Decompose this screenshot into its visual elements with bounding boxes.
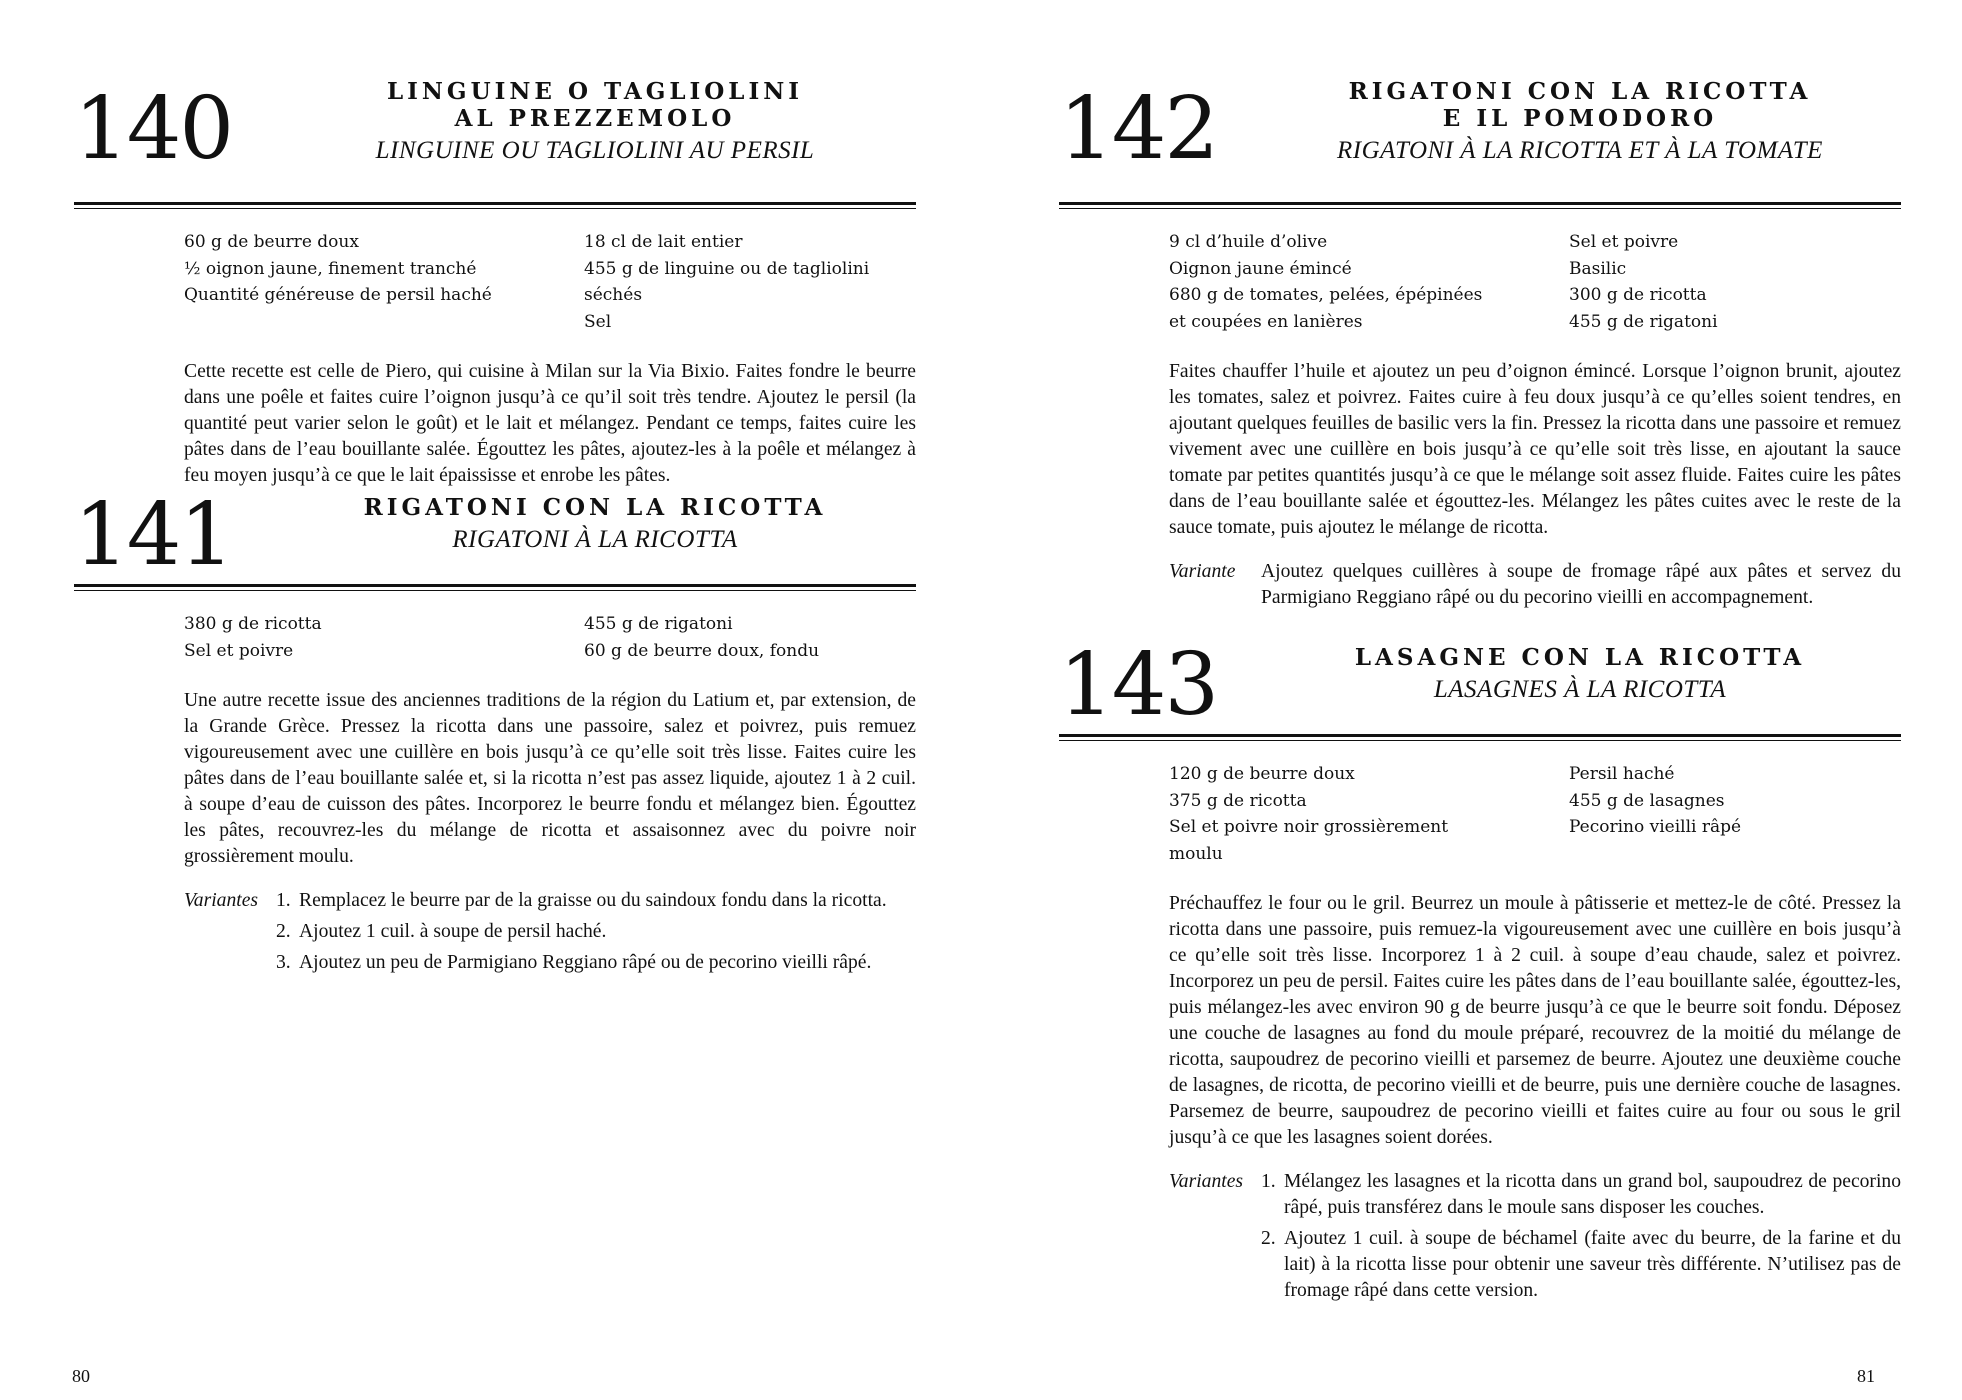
ingredient: 300 g de ricotta (1569, 285, 1707, 305)
variants-list (1261, 1169, 1901, 1309)
recipe-titles (1259, 78, 1901, 166)
variants-list (276, 888, 916, 981)
variant-text: Remplacez le beurre par de la graisse ou du saindoux fondu dans la ricotta. (299, 890, 887, 911)
variants (1169, 1169, 1901, 1309)
ingredients (1169, 229, 1901, 335)
ingredient: Sel et poivre noir grossièrement moulu (1169, 817, 1449, 864)
ingredients-column-right (1569, 229, 1901, 335)
ingredient: 120 g de beurre doux (1169, 764, 1355, 784)
ingredient: 380 g de ricotta (184, 614, 322, 634)
ingredient: 455 g de linguine ou de tagliolini séchés (584, 258, 870, 305)
variant-item (1261, 1226, 1901, 1304)
variants (184, 888, 916, 981)
ingredient: 18 cl de lait entier (584, 232, 743, 252)
ingredient: 455 g de rigatoni (584, 614, 733, 634)
recipe-instructions: Cette recette est celle de Piero, qui cuisine à Milan sur la Via Bixio. Faites fondre le beurre dans une poêle et faites cuire l’oignon jusqu’à ce qu’il soit très tendre. Ajoutez le persil (la quantité peut varier selon le goût) et le lait et mélangez. Pendant ce temps, faites cuire les pâtes dans de l’eau bouillante salée. Égouttez les pâtes, ajoutez-les à la poêle et mélangez à feu moyen jusqu’à ce que le lait épaississe et enrobe les pâtes. (184, 361, 916, 486)
ingredients-column-right (584, 229, 916, 335)
ingredient: 455 g de rigatoni (1569, 311, 1718, 332)
recipe-instructions: Une autre recette issue des anciennes traditions de la région du Latium et, par extension, de la Grande Grèce. Pressez la ricotta dans une passoire, salez et poivrez, puis remuez vigoureusement avec une cuillère en bois jusqu’à ce qu’elle soit très lisse. Faites cuire les pâtes dans de l’eau bouillante salée et, si la ricotta n’est pas assez liquide, ajoutez 1 à 2 cuil. à soupe d’eau de cuisson des pâtes. Incorporez le beurre fondu et mélangez bien. Égouttez les pâtes, recouvrez-les du mélange de ricotta et assaisonnez avec du poivre noir grossièrement moulu. (184, 690, 916, 867)
variant-item (276, 888, 916, 914)
ingredient: 680 g de tomates, pelées, épépinées et coupées en lanières (1169, 285, 1483, 332)
ingredient: Sel et poivre (1569, 232, 1679, 252)
recipe-title-italian: RIGATONI CON LA RICOTTA (1348, 78, 1812, 105)
recipe-141 (74, 470, 916, 981)
recipe-number: 141 (74, 485, 233, 585)
ingredient: 9 cl d’huile d’olive (1169, 232, 1328, 252)
ingredient: Sel (584, 311, 612, 332)
variant-text: Ajoutez quelques cuillères à soupe de fromage râpé aux pâtes et servez du Parmigiano Reggiano râpé ou du pecorino vieilli en accompagnement. (1261, 561, 1901, 608)
recipe-142 (1059, 78, 1901, 611)
recipe-number: 143 (1059, 635, 1218, 735)
recipe-header (1059, 78, 1901, 196)
ingredients (1169, 761, 1901, 867)
variant-number: 2. (1261, 1228, 1276, 1249)
recipe-title-french: RIGATONI À LA RICOTTA ET À LA TOMATE (1337, 137, 1823, 164)
recipe-143 (1059, 620, 1901, 1309)
ingredient: 455 g de lasagnes (1569, 790, 1725, 811)
ingredients-column-left (184, 611, 584, 664)
recipe-header (74, 78, 916, 196)
ingredients-column-right (1569, 761, 1901, 867)
recipe-140 (74, 78, 916, 489)
recipe-number: 140 (74, 79, 233, 179)
recipe-titles (274, 78, 916, 166)
recipe-instructions: Faites chauffer l’huile et ajoutez un peu d’oignon émincé. Lorsque l’oignon brunit, ajoutez les tomates, salez et poivrez. Faites cuire à feu doux jusqu’à ce qu’elles soient tendres, en ajoutant quelques feuilles de basilic vers la fin. Pressez la ricotta dans une passoire et remuez vivement avec une cuillère en bois jusqu’à ce qu’elle soit très lisse, en ajoutant la sauce tomate par petites quantités jusqu’à ce que le mélange soit assez fluide. Faites cuire les pâtes dans de l’eau bouillante salée et égouttez-les. Mélangez les pâtes cuites avec le reste de la sauce tomate, puis ajoutez le mélange de ricotta. (1169, 361, 1901, 538)
variant-text: Mélangez les lasagnes et la ricotta dans un grand bol, saupoudrez de pecorino râpé, puis transférez dans le moule sans disposer les couches. (1284, 1171, 1901, 1218)
variant-label: Variante (1169, 561, 1236, 582)
ingredient: 60 g de beurre doux, fondu (584, 640, 820, 661)
recipe-number: 142 (1059, 79, 1218, 179)
recipe-header (74, 470, 916, 585)
variant-number: 1. (276, 890, 291, 911)
ingredients-column-left (1169, 229, 1569, 335)
variant (1169, 559, 1901, 611)
ingredient: Persil haché (1569, 764, 1675, 784)
ingredient: 60 g de beurre doux (184, 232, 359, 252)
recipe-title-italian: LINGUINE O TAGLIOLINI (386, 78, 804, 105)
recipe-title-italian: AL PREZZEMOLO (454, 105, 736, 132)
variants-label: Variantes (184, 890, 259, 911)
variant-number: 1. (1261, 1171, 1276, 1192)
recipe-title-french: LINGUINE OU TAGLIOLINI AU PERSIL (375, 137, 815, 164)
variant-item (276, 950, 916, 976)
page-number: 80 (72, 1366, 90, 1386)
ingredients-column-left (184, 229, 584, 335)
variant-text: Ajoutez 1 cuil. à soupe de persil haché. (299, 921, 607, 942)
recipe-title-italian: LASAGNE CON LA RICOTTA (1354, 644, 1806, 671)
variant-text: Ajoutez 1 cuil. à soupe de béchamel (faite avec du beurre, de la farine et du lait) à la ricotta lisse pour obtenir une saveur très différente. N’utilisez pas de fromage râpé dans cette version. (1284, 1228, 1901, 1301)
recipe-titles (274, 494, 916, 555)
ingredient: Sel et poivre (184, 640, 294, 661)
variant-item (1261, 1169, 1901, 1221)
title-rule (74, 202, 916, 209)
title-rule (1059, 202, 1901, 209)
ingredients (184, 229, 916, 335)
variant-text: Ajoutez un peu de Parmigiano Reggiano râpé ou de pecorino vieilli râpé. (299, 952, 872, 973)
recipe-title-italian: E IL POMODORO (1442, 105, 1718, 132)
ingredient: 375 g de ricotta (1169, 790, 1307, 811)
recipe-title-french: LASAGNES À LA RICOTTA (1433, 676, 1727, 703)
title-rule (74, 584, 916, 591)
recipe-title-italian: RIGATONI CON LA RICOTTA (363, 494, 827, 521)
variant-number: 2. (276, 921, 291, 942)
recipe-title-french: RIGATONI À LA RICOTTA (452, 526, 738, 553)
recipe-titles (1259, 644, 1901, 705)
recipe-instructions: Préchauffez le four ou le gril. Beurrez un moule à pâtisserie et mettez-le de côté. Pressez la ricotta dans une passoire, puis remuez-la vigoureusement avec une cuillère en bois jusqu’à ce qu’elle soit très lisse. Incorporez 1 à 2 cuil. à soupe d’eau chaude, salez et poivrez. Incorporez un peu de persil. Faites cuire les pâtes dans de l’eau bouillante salée, égouttez-les, puis mélangez-les avec environ 90 g de beurre jusqu’à ce que le beurre soit fondu. Déposez une couche de lasagnes au fond du moule préparé, recouvrez de la moitié du mélange de ricotta, saupoudrez de pecorino vieilli et parsemez de beurre. Ajoutez une deuxième couche de lasagnes, de ricotta, de pecorino vieilli et de beurre, puis une dernière couche de lasagnes. Parsemez de beurre, saupoudrez de pecorino vieilli et faites cuire au four ou sous le gril jusqu’à ce que les lasagnes soient dorées. (1169, 893, 1901, 1148)
variant-item (276, 919, 916, 945)
ingredient: Quantité généreuse de persil haché (184, 285, 492, 305)
ingredient: Basilic (1569, 258, 1627, 279)
right-page (981, 0, 1962, 1400)
ingredients (184, 611, 916, 664)
ingredients-column-right (584, 611, 916, 664)
variants-label: Variantes (1169, 1171, 1244, 1192)
ingredient: ½ oignon jaune, finement tranché (184, 258, 477, 279)
variant-number: 3. (276, 952, 291, 973)
page-number: 81 (1857, 1366, 1875, 1386)
title-rule (1059, 734, 1901, 741)
ingredient: Oignon jaune émincé (1169, 258, 1352, 279)
ingredient: Pecorino vieilli râpé (1569, 817, 1742, 837)
ingredients-column-left (1169, 761, 1569, 867)
recipe-header (1059, 620, 1901, 735)
